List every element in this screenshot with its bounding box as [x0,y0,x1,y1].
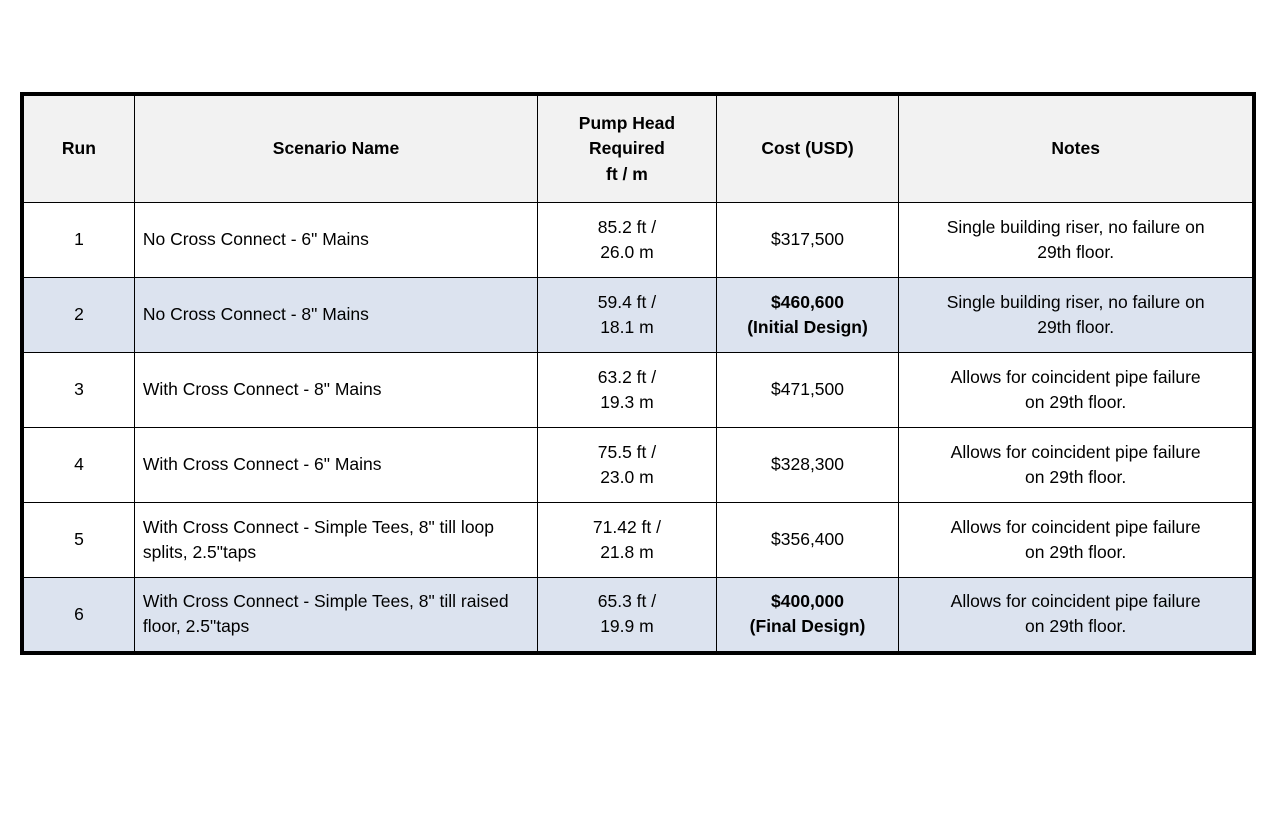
cell-cost [716,503,899,578]
cell-pump-head-m: 19.3 m [600,392,654,412]
cell-scenario-name: No Cross Connect - 8" Mains [134,278,537,353]
cell-run: 2 [22,278,134,353]
cell-run: 5 [22,503,134,578]
cell-notes-line2: 29th floor. [1037,242,1115,262]
cell-pump-head [538,503,717,578]
column-header-run: Run [22,94,134,203]
cell-notes [899,203,1254,278]
cell-pump-head-ft: 85.2 ft / [597,216,657,237]
cell-cost [716,278,899,353]
cell-cost [716,203,899,278]
cell-pump-head-m: 23.0 m [600,467,654,487]
cell-pump-head-m: 26.0 m [600,242,654,262]
column-header-pump-head-line2: Required [589,138,665,159]
cell-cost-amount: $317,500 [771,229,845,250]
cell-pump-head-m: 21.8 m [600,542,654,562]
cell-cost [716,578,899,653]
cell-pump-head [538,203,717,278]
cell-pump-head-m: 19.9 m [600,616,654,637]
cell-pump-head [538,278,717,353]
cell-run: 6 [22,578,134,653]
column-header-pump-head-line1: Pump Head [578,112,676,133]
cell-pump-head-ft: 63.2 ft / [597,366,657,387]
cell-scenario-name: No Cross Connect - 6" Mains [134,203,537,278]
cell-run: 1 [22,203,134,278]
table-row [22,503,1254,578]
cell-notes-line1: Allows for coincident pipe failure [950,516,1201,537]
cell-cost-amount: $356,400 [771,529,845,550]
cell-notes-line1: Allows for coincident pipe failure [950,366,1201,387]
cell-cost-amount: $471,500 [771,379,845,400]
cell-run: 4 [22,428,134,503]
cell-pump-head-ft: 59.4 ft / [597,291,657,312]
cell-notes-line1: Single building riser, no failure on [946,216,1205,237]
cell-cost [716,353,899,428]
column-header-pump-head-units: ft / m [606,163,648,184]
table-body [22,203,1254,653]
cell-pump-head [538,578,717,653]
cell-notes [899,428,1254,503]
cell-notes-line2: on 29th floor. [1025,467,1127,487]
cell-pump-head-m: 18.1 m [600,317,654,337]
cell-notes-line1: Allows for coincident pipe failure [950,590,1201,611]
cell-notes-line1: Allows for coincident pipe failure [950,441,1201,462]
table-row [22,203,1254,278]
cell-notes-line1: Single building riser, no failure on [946,291,1205,312]
cell-scenario-name: With Cross Connect - Simple Tees, 8" till loop splits, 2.5"taps [134,503,537,578]
scenario-comparison-table [20,92,1256,655]
table-header-row [22,94,1254,203]
cell-cost-amount: $328,300 [771,454,845,475]
column-header-cost: Cost (USD) [716,94,899,203]
cell-cost-amount: $400,000 [771,590,845,611]
cell-pump-head-ft: 65.3 ft / [597,590,657,611]
cell-notes [899,578,1254,653]
cell-cost-tag: (Initial Design) [747,317,868,337]
cell-pump-head [538,353,717,428]
table-header [22,94,1254,203]
cell-notes-line2: on 29th floor. [1025,616,1127,637]
cell-scenario-name: With Cross Connect - 6" Mains [134,428,537,503]
table-row [22,578,1254,653]
cell-cost-amount: $460,600 [771,291,845,312]
scenario-comparison-table-wrapper [20,92,1256,655]
cell-pump-head-ft: 71.42 ft / [592,516,661,537]
cell-scenario-name: With Cross Connect - 8" Mains [134,353,537,428]
cell-run: 3 [22,353,134,428]
table-row [22,428,1254,503]
cell-cost [716,428,899,503]
table-row [22,278,1254,353]
cell-notes [899,353,1254,428]
cell-pump-head [538,428,717,503]
cell-notes-line2: 29th floor. [1037,317,1115,337]
column-header-pump-head-required [538,94,717,203]
cell-notes [899,503,1254,578]
cell-cost-tag: (Final Design) [749,616,866,637]
cell-pump-head-ft: 75.5 ft / [597,441,657,462]
cell-notes [899,278,1254,353]
cell-scenario-name: With Cross Connect - Simple Tees, 8" till raised floor, 2.5"taps [134,578,537,653]
cell-notes-line2: on 29th floor. [1025,392,1127,412]
column-header-scenario-name: Scenario Name [134,94,537,203]
cell-notes-line2: on 29th floor. [1025,542,1127,562]
column-header-notes: Notes [899,94,1254,203]
table-row [22,353,1254,428]
